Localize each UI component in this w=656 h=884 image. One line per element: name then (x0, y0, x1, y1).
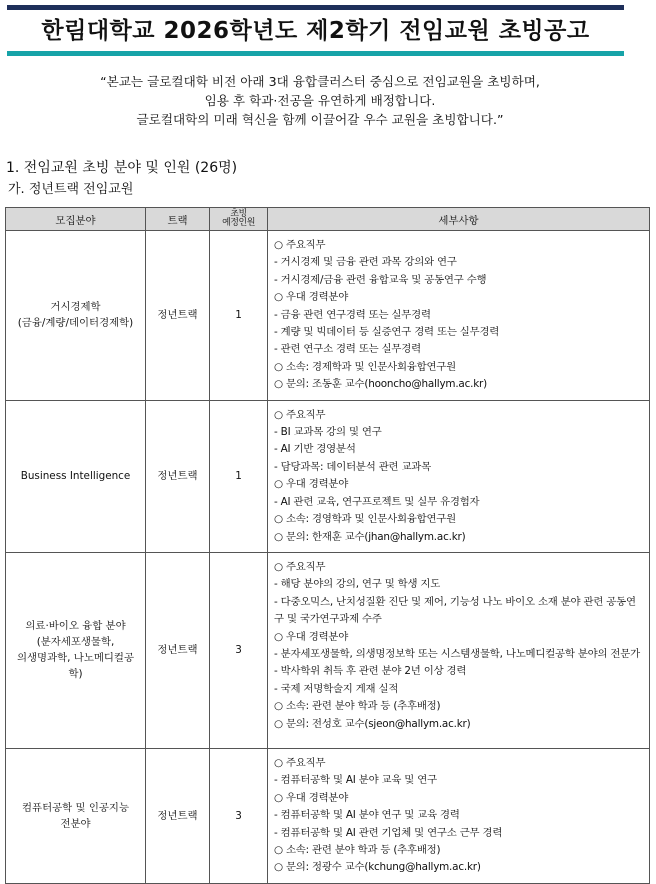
track-cell: 정년트랙 (146, 748, 210, 883)
detail-line: - AI 관련 교육, 연구프로젝트 및 실무 유경험자 (274, 495, 480, 508)
detail-line: ○ 소속: 관련 분야 학과 등 (추후배정) (274, 700, 441, 713)
detail-line: - 컴퓨터공학 및 AI 분야 연구 및 교육 경력 (274, 809, 460, 822)
count-cell: 1 (210, 231, 268, 401)
detail-line: ○ 소속: 경제학과 및 인문사회융합연구원 (274, 360, 456, 373)
table-row (6, 400, 650, 552)
section-heading: 1. 전임교원 초빙 분야 및 인원 (26명) (6, 160, 238, 176)
detail-line: ○ 문의: 정광수 교수(kchung@hallym.ac.kr) (274, 861, 481, 874)
track-cell: 정년트랙 (146, 552, 210, 748)
detail-line: ○ 우대 경력분야 (274, 291, 349, 304)
title-top-rule (7, 5, 624, 10)
field-cell (6, 231, 146, 401)
detail-line: - AI 기반 경영분석 (274, 443, 356, 456)
detail-line: ○ 우대 경력분야 (274, 478, 349, 491)
detail-line: - 다중오믹스, 난치성질환 진단 및 제어, 기능성 나노 바이오 소재 분야 관련 공동연구 및 국가연구과제 수주 (274, 595, 636, 626)
header-count-line2: 예정인원 (222, 218, 255, 228)
field-line: (금융/계량/데이터경제학) (17, 317, 134, 330)
detail-line: ○ 우대 경력분야 (274, 791, 349, 804)
field-cell (6, 748, 146, 883)
field-cell (6, 400, 146, 552)
detail-line: - 담당과목: 데이터분석 관련 교과목 (274, 460, 431, 473)
detail-line: ○ 우대 경력분야 (274, 630, 349, 643)
subsection-heading: 가. 정년트랙 전임교원 (8, 182, 134, 197)
detail-line: - 거시경제 및 금융 관련 과목 강의와 연구 (274, 256, 457, 269)
details-cell (268, 748, 650, 883)
field-cell (6, 552, 146, 748)
count-cell: 3 (210, 748, 268, 883)
track-cell: 정년트랙 (146, 231, 210, 401)
intro-line: 임용 후 학과·전공을 유연하게 배정합니다. (204, 93, 436, 108)
table-row (6, 231, 650, 401)
detail-line: ○ 주요직무 (274, 756, 326, 769)
field-line: 컴퓨터공학 및 인공지능 (22, 801, 129, 814)
header-count-line1: 초빙 (230, 209, 247, 219)
detail-line: - 컴퓨터공학 및 AI 분야 교육 및 연구 (274, 774, 437, 787)
detail-line: - 국제 저명학술지 게재 실적 (274, 682, 399, 695)
header-field: 모집분야 (6, 208, 146, 231)
detail-line: ○ 주요직무 (274, 239, 326, 251)
detail-line: ○ 소속: 경영학과 및 인문사회융합연구원 (274, 513, 456, 526)
recruitment-table (5, 207, 650, 884)
page-title: 한림대학교 2026학년도 제2학기 전임교원 초빙공고 (41, 18, 590, 44)
details-cell (268, 552, 650, 748)
field-line: 전분야 (60, 817, 91, 830)
intro-quote (40, 72, 600, 129)
field-line: 의생명과학, 나노메디컬공학) (16, 652, 134, 681)
detail-line: - 거시경제/금융 관련 융합교육 및 공동연구 수행 (274, 273, 487, 286)
detail-line: - BI 교과목 강의 및 연구 (274, 426, 382, 439)
detail-line: - 분자세포생물학, 의생명정보학 또는 시스템생물학, 나노메디컬공학 분야의 전문가 (274, 647, 640, 660)
detail-line: ○ 소속: 관련 분야 학과 등 (추후배정) (274, 843, 441, 856)
header-track: 트랙 (146, 208, 210, 231)
detail-line: - 컴퓨터공학 및 AI 관련 기업체 및 연구소 근무 경력 (274, 826, 503, 839)
intro-line: 글로컬대학의 미래 혁신을 함께 이끌어갈 우수 교원을 초빙합니다.” (136, 112, 504, 127)
detail-line: ○ 문의: 한재훈 교수(jhan@hallym.ac.kr) (274, 530, 466, 543)
field-line: 의료·바이오 융합 분야 (25, 620, 126, 633)
details-cell (268, 400, 650, 552)
field-line: Business Intelligence (20, 470, 131, 483)
detail-line: - 계량 및 빅데이터 등 실증연구 경력 또는 실무경력 (274, 326, 500, 339)
field-line: 거시경제학 (50, 301, 101, 314)
detail-line: - 금융 관련 연구경력 또는 실무경력 (274, 308, 431, 321)
detail-line: ○ 주요직무 (274, 560, 326, 573)
title-bottom-rule (7, 51, 624, 56)
detail-line: - 박사학위 취득 후 관련 분야 2년 이상 경력 (274, 665, 467, 678)
table-body (6, 231, 650, 884)
count-cell: 3 (210, 552, 268, 748)
table-row (6, 552, 650, 748)
field-line: (분자세포생물학, (36, 636, 115, 649)
table-row (6, 748, 650, 883)
detail-line: ○ 문의: 전성호 교수(sjeon@hallym.ac.kr) (274, 717, 471, 730)
header-count (210, 208, 268, 231)
track-cell: 정년트랙 (146, 400, 210, 552)
detail-line: ○ 주요직무 (274, 408, 326, 421)
detail-line: ○ 문의: 조동훈 교수(hooncho@hallym.ac.kr) (274, 378, 487, 391)
detail-line: - 관련 연구소 경력 또는 실무경력 (274, 343, 421, 356)
intro-line: “본교는 글로컬대학 비전 아래 3대 융합클러스터 중심으로 전임교원을 초빙하며, (100, 74, 540, 89)
header-details: 세부사항 (268, 208, 650, 231)
count-cell: 1 (210, 400, 268, 552)
details-cell (268, 231, 650, 401)
detail-line: - 해당 분야의 강의, 연구 및 학생 지도 (274, 578, 441, 591)
table-header-row (6, 208, 650, 231)
